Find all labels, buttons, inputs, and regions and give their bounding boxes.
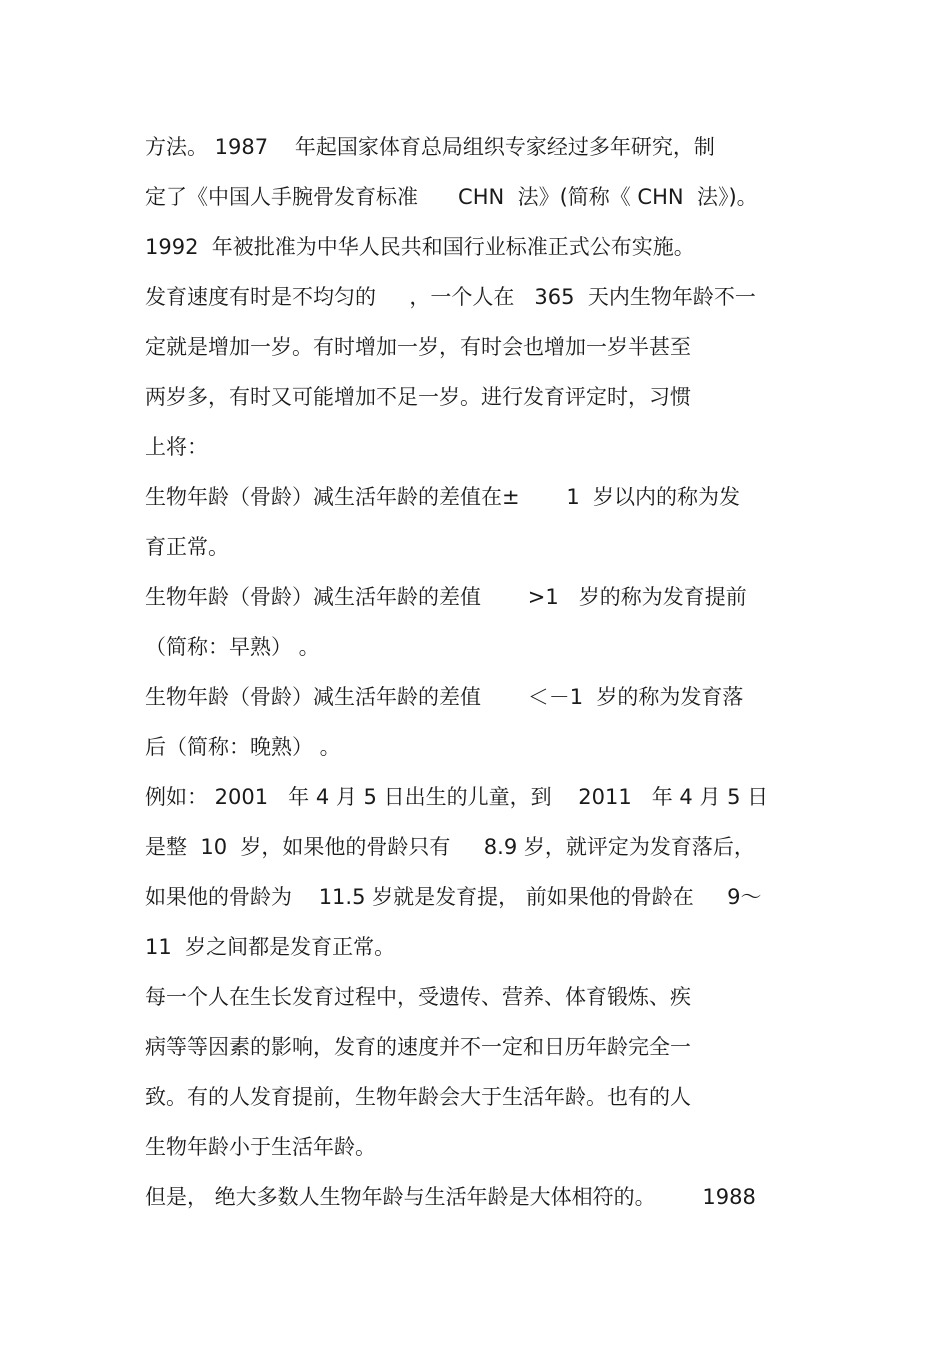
text-line: 生物年龄（骨龄）减生活年龄的差值 >1 岁的称为发育提前 <box>145 585 747 609</box>
text-line: （简称：早熟） 。 <box>145 635 320 659</box>
text-line: 1992 年被批准为中华人民共和国行业标准正式公布实施。 <box>145 235 695 259</box>
text-line: 两岁多，有时又可能增加不足一岁。进行发育评定时，习惯 <box>145 385 691 409</box>
text-line: 后（简称：晚熟） 。 <box>145 735 341 759</box>
text-line: 发育速度有时是不均匀的 ，一个人在 365 天内生物年龄不一 <box>145 285 756 309</box>
text-line: 上将： <box>145 435 208 459</box>
text-line: 方法。 1987 年起国家体育总局组织专家经过多年研究，制 <box>145 135 715 159</box>
text-line: 例如： 2001 年 4 月 5 日出生的儿童，到 2011 年 4 月 5 日 <box>145 785 769 809</box>
text-line: 致。有的人发育提前，生物年龄会大于生活年龄。也有的人 <box>145 1085 691 1109</box>
text-line: 育正常。 <box>145 535 229 559</box>
text-line: 如果他的骨龄为 11.5 岁就是发育提， 前如果他的骨龄在 9～ <box>145 885 762 909</box>
text-line: 定就是增加一岁。有时增加一岁，有时会也增加一岁半甚至 <box>145 335 691 359</box>
text-line: 每一个人在生长发育过程中，受遗传、营养、体育锻炼、疾 <box>145 985 691 1009</box>
text-line: 病等等因素的影响，发育的速度并不一定和日历年龄完全一 <box>145 1035 691 1059</box>
text-line: 11 岁之间都是发育正常。 <box>145 935 396 959</box>
text-line: 生物年龄（骨龄）减生活年龄的差值 ＜－1 岁的称为发育落 <box>145 685 744 709</box>
text-line: 生物年龄小于生活年龄。 <box>145 1135 376 1159</box>
text-line: 是整 10 岁，如果他的骨龄只有 8.9 岁，就评定为发育落后， <box>145 835 755 859</box>
text-line: 生物年龄（骨龄）减生活年龄的差值在± 1 岁以内的称为发 <box>145 485 741 509</box>
text-line: 定了《中国人手腕骨发育标准 CHN 法》(简称《 CHN 法》)。 <box>145 185 758 209</box>
text-line: 但是， 绝大多数人生物年龄与生活年龄是大体相符的。 1988 <box>145 1185 756 1209</box>
